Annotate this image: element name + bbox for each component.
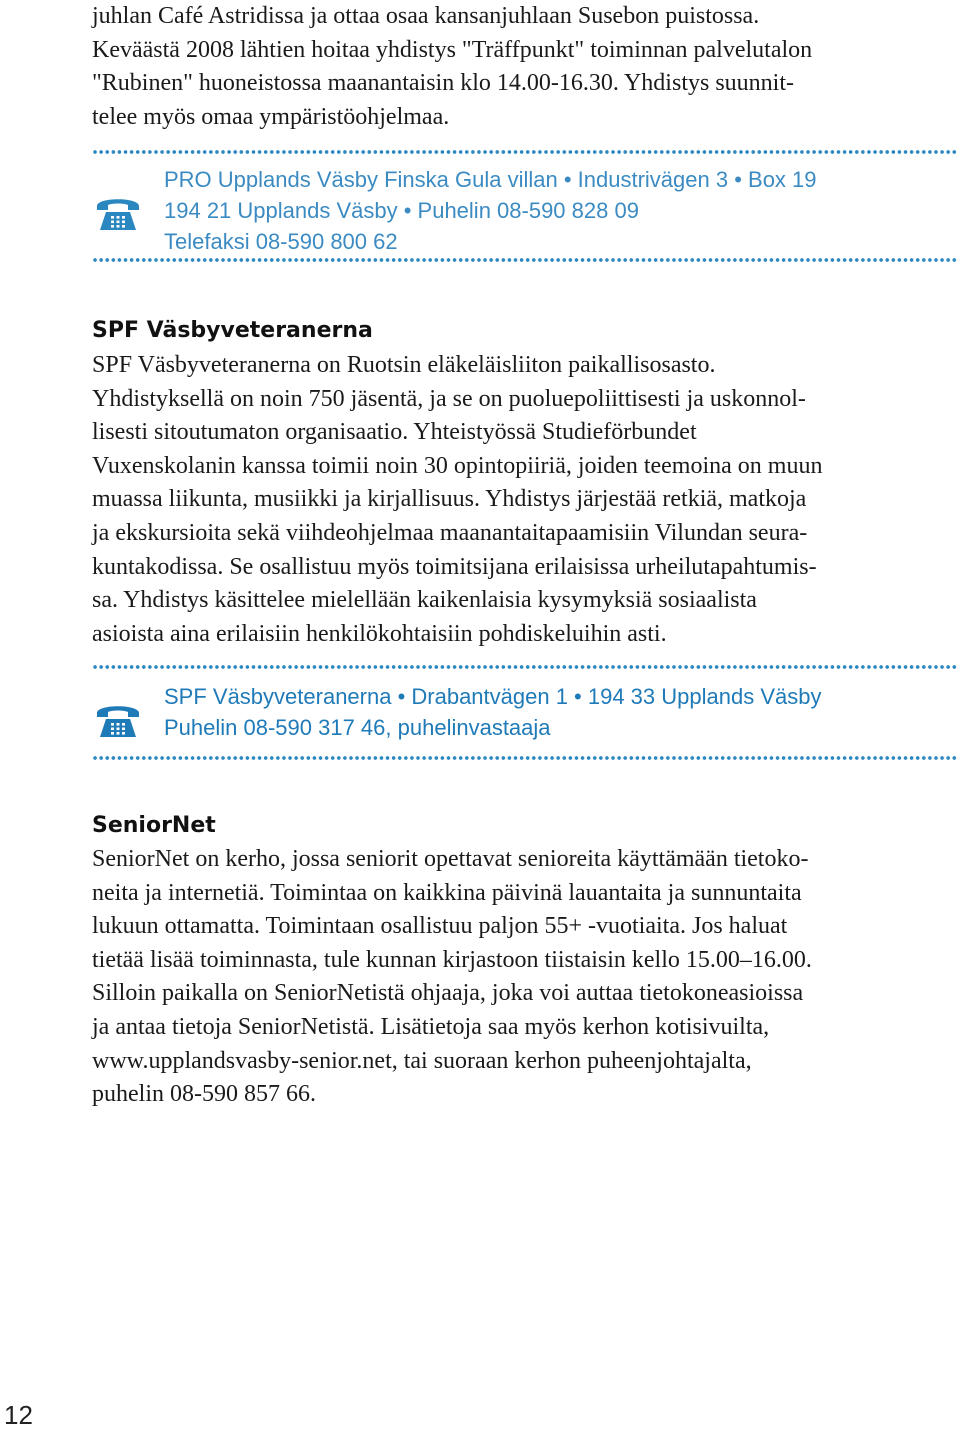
text-line: Silloin paikalla on SeniorNetistä ohjaaja, joka voi auttaa tietokoneasioissa bbox=[92, 980, 804, 1007]
text-line: Vuxenskolanin kanssa toimii noin 30 opintopiiriä, joiden teemoina on muun bbox=[92, 452, 823, 479]
pro-contact-box bbox=[92, 146, 958, 266]
section-heading-spf: SPF Väsbyveteranerna bbox=[92, 318, 373, 343]
contact-line: PRO Upplands Väsby Finska Gula villan • Industrivägen 3 • Box 19 bbox=[164, 167, 817, 192]
text-line: puhelin 08-590 857 66. bbox=[92, 1081, 316, 1108]
text-line: asioista aina erilaisiin henkilökohtaisiin pohdiskeluihin asti. bbox=[92, 620, 667, 647]
spf-contact-box bbox=[92, 661, 958, 771]
contact-line: SPF Väsbyveteranerna • Drabantvägen 1 • 194 33 Upplands Väsby bbox=[164, 684, 822, 709]
dotted-divider-bottom bbox=[92, 756, 958, 760]
seniornet-paragraph bbox=[92, 843, 942, 1112]
spf-contact-text bbox=[164, 681, 821, 743]
telephone-icon bbox=[94, 699, 142, 741]
text-line: SeniorNet on kerho, jossa seniorit opettavat senioreita käyttämään tietoko- bbox=[92, 846, 809, 872]
section-heading-seniornet: SeniorNet bbox=[92, 813, 216, 838]
contact-line: Telefaksi 08-590 800 62 bbox=[164, 229, 398, 254]
text-line: www.upplandsvasby-senior.net, tai suoraan kerhon puheenjohtajalta, bbox=[92, 1047, 752, 1074]
dotted-divider-bottom bbox=[92, 258, 958, 262]
text-line: neita ja internetiä. Toimintaa on kaikkina päivinä lauantaita ja sunnuntaita bbox=[92, 879, 802, 906]
text-line: ja antaa tietoja SeniorNetistä. Lisätietoja saa myös kerhon kotisivuilta, bbox=[92, 1013, 770, 1040]
text-line: juhlan Café Astridissa ja ottaa osaa kansanjuhlaan Susebon puistossa. bbox=[92, 3, 760, 29]
dotted-divider-top bbox=[92, 665, 958, 669]
page-number: 12 bbox=[4, 1400, 33, 1430]
text-line: Yhdistyksellä on noin 750 jäsentä, ja se on puoluepoliittisesti ja uskonnol- bbox=[92, 385, 806, 412]
text-line: lisesti sitoutumaton organisaatio. Yhteistyössä Studieförbundet bbox=[92, 419, 697, 446]
spf-paragraph bbox=[92, 349, 942, 651]
text-line: telee myös omaa ympäristöohjelmaa. bbox=[92, 103, 450, 130]
telephone-icon bbox=[94, 192, 142, 234]
text-line: SPF Väsbyveteranerna on Ruotsin eläkeläisliiton paikallisosasto. bbox=[92, 352, 716, 378]
contact-line: 194 21 Upplands Väsby • Puhelin 08-590 828 09 bbox=[164, 198, 639, 223]
text-line: Keväästä 2008 lähtien hoitaa yhdistys "Träffpunkt" toiminnan palvelutalon bbox=[92, 36, 813, 63]
text-line: "Rubinen" huoneistossa maanantaisin klo 14.00-16.30. Yhdistys suunnit- bbox=[92, 70, 794, 97]
text-line: sa. Yhdistys käsittelee mielellään kaikenlaisia kysymyksiä sosiaalista bbox=[92, 587, 757, 614]
text-line: muassa liikunta, musiikki ja kirjallisuus. Yhdistys järjestää retkiä, matkoja bbox=[92, 486, 807, 513]
pro-contact-text bbox=[164, 164, 817, 257]
text-line: ja ekskursioita sekä viihdeohjelmaa maanantaitapaamisiin Vilundan seura- bbox=[92, 519, 808, 546]
text-line: lukuun ottamatta. Toimintaan osallistuu paljon 55+ -vuotiaita. Jos haluat bbox=[92, 913, 788, 940]
text-line: kuntakodissa. Se osallistuu myös toimitsijana erilaisissa urheilutapahtumis- bbox=[92, 553, 817, 580]
dotted-divider-top bbox=[92, 150, 958, 154]
text-line: tietää lisää toiminnasta, tule kunnan kirjastoon tiistaisin kello 15.00–16.00. bbox=[92, 946, 812, 973]
intro-paragraph bbox=[92, 0, 942, 134]
contact-line: Puhelin 08-590 317 46, puhelinvastaaja bbox=[164, 715, 551, 740]
